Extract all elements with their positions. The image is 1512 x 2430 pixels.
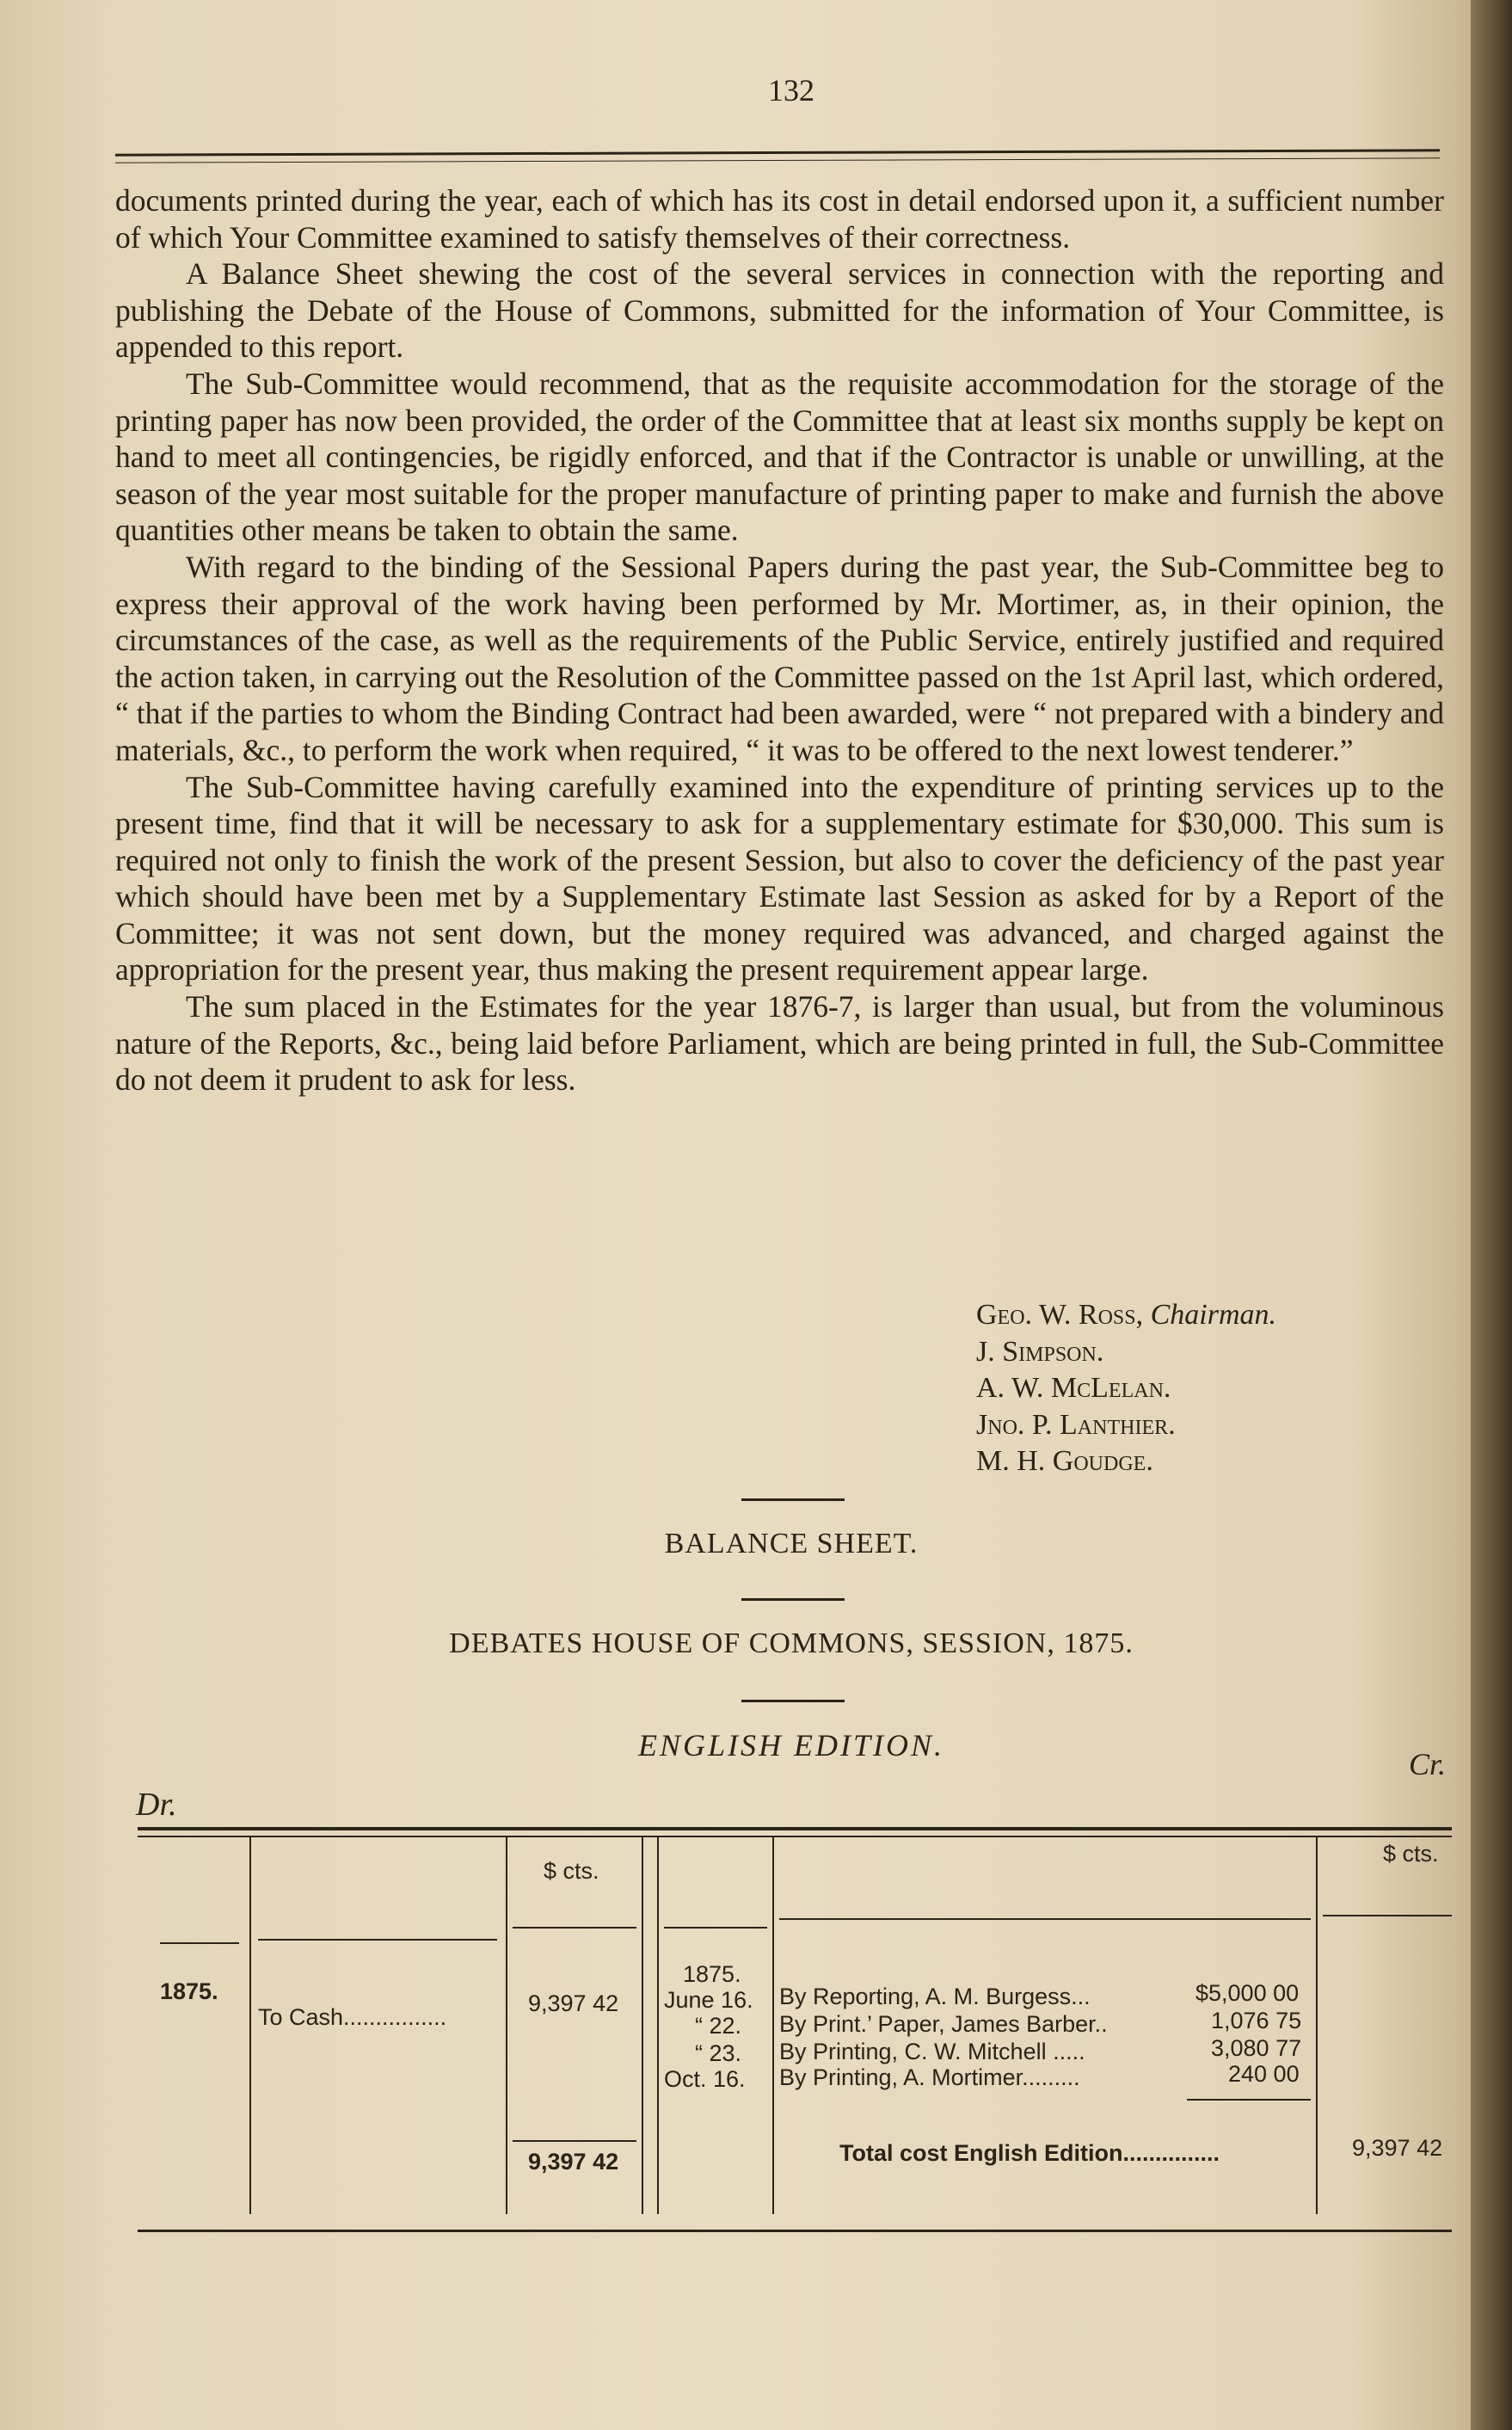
credit-date: “ 22. <box>695 2013 742 2039</box>
total-rule <box>513 2140 636 2142</box>
ledger-header-rule <box>258 1939 497 1941</box>
credit-year: 1875. <box>683 1961 741 1987</box>
credit-amount: 240 00 <box>1228 2061 1300 2087</box>
ledger-column-rule <box>506 1836 507 2214</box>
page-number: 132 <box>768 73 814 108</box>
signature-line: J. Simpson. <box>976 1335 1104 1368</box>
credit-date: Oct. 16. <box>664 2066 746 2092</box>
balance-sheet-heading: BALANCE SHEET. <box>664 1528 919 1560</box>
credit-item: By Printing, A. Mortimer......... <box>779 2064 1080 2090</box>
currency-header: $ cts. <box>1383 1841 1439 1867</box>
credit-item: By Print.’ Paper, James Barber.. <box>779 2011 1108 2037</box>
credit-date: “ 23. <box>695 2040 742 2066</box>
credit-item: By Reporting, A. M. Burgess... <box>779 1984 1091 2009</box>
debit-item: To Cash................ <box>258 2004 447 2030</box>
edition-heading: ENGLISH EDITION. <box>637 1728 944 1763</box>
debit-label: Dr. <box>136 1787 177 1823</box>
ledger-top-rule-thin <box>138 1836 1452 1837</box>
paragraph: A Balance Sheet shewing the cost of the several services in connection with the reporting and publishing the Debate of the House of Commons, submitted for the information of Your Committee, is appended to this report. <box>115 256 1444 365</box>
credit-amount: 1,076 75 <box>1211 2008 1302 2033</box>
debit-amount: 9,397 42 <box>528 1990 619 2016</box>
credit-date: June 16. <box>664 1987 753 2013</box>
ledger-top-rule <box>138 1827 1452 1830</box>
ledger-header-rule <box>160 1942 239 1944</box>
credit-total-label: Total cost English Edition............... <box>839 2140 1220 2166</box>
paragraph: documents printed during the year, each of which has its cost in detail endorsed upon it, a sufficient number of which Your Committee examined to satisfy themselves of their correctness. <box>115 183 1444 255</box>
credit-amount: 3,080 77 <box>1211 2035 1302 2061</box>
ledger-column-rule <box>772 1836 774 2214</box>
paragraph: The sum placed in the Estimates for the year 1876-7, is larger than usual, but from the voluminous nature of the Reports, &c., being laid before Parliament, which are being printed in full, the Sub-Committee do not deem it prudent to ask for less. <box>115 989 1444 1098</box>
ledger-column-rule <box>249 1836 251 2214</box>
credit-label: Cr. <box>1409 1747 1447 1781</box>
paragraph: With regard to the binding of the Sessional Papers during the past year, the Sub-Committee beg to express their approval of the work having been performed by Mr. Mortimer, as, in their opinion, the circumstances of the case, as well as the requirements of the Public Service, entirely justified and required the action taken, in carrying out the Resolution of the Committee passed on the 1st April last, which ordered, “ that if the parties to whom the Binding Contract had been awarded, were “ not prepared with a bindery and materials, &c., to perform the work when required, “ it was to be offered to the next lowest tenderer.” <box>115 549 1444 767</box>
ledger-header-rule <box>664 1927 767 1929</box>
signature-line: A. W. McLelan. <box>976 1372 1171 1404</box>
subtotal-rule <box>1187 2099 1311 2101</box>
signature-line: M. H. Goudge. <box>976 1445 1153 1477</box>
paragraph: The Sub-Committee would recommend, that as the requisite accommodation for the storage of the printing paper has now been provided, the order of the Committee that at least six months supply be kept on hand to meet all contingencies, be rigidly enforced, and that if the Contractor is unable or unwilling, at the season of the year most suitable for the proper manufacture of printing paper to make and furnish the above quantities other means be taken to obtain the same. <box>115 366 1444 548</box>
ledger-column-rule <box>1316 1836 1318 2214</box>
ledger-header-rule <box>779 1918 1311 1920</box>
debates-heading: DEBATES HOUSE OF COMMONS, SESSION, 1875. <box>449 1627 1134 1659</box>
currency-header: $ cts. <box>544 1858 599 1884</box>
credit-item: By Printing, C. W. Mitchell ..... <box>779 2039 1085 2064</box>
signature-line: Jno. P. Lanthier. <box>976 1408 1176 1441</box>
ledger-column-rule <box>642 1836 643 2214</box>
ledger-bottom-rule <box>138 2230 1452 2232</box>
signature-line: Geo. W. Ross, Chairman. <box>976 1299 1277 1331</box>
paragraph: The Sub-Committee having carefully examined into the expenditure of printing services up to the present time, find that it will be necessary to ask for a supplementary estimate for $30,000. This sum is required not only to finish the work of the present Session, but also to cover the deficiency of the past year which should have been met by a Supplementary Estimate last Session as asked for by a Report of the Committee; it was not sent down, but the money required was advanced, and charged against the appropriation for the present year, thus making the present requirement appear large. <box>115 769 1444 987</box>
ledger-column-rule <box>657 1836 659 2214</box>
debit-total: 9,397 42 <box>528 2149 619 2175</box>
credit-amount: $5,000 00 <box>1195 1980 1300 2006</box>
ledger-header-rule <box>1323 1915 1452 1916</box>
credit-total: 9,397 42 <box>1352 2135 1443 2161</box>
ledger-header-rule <box>513 1927 636 1929</box>
debit-year: 1875. <box>160 1978 218 2004</box>
